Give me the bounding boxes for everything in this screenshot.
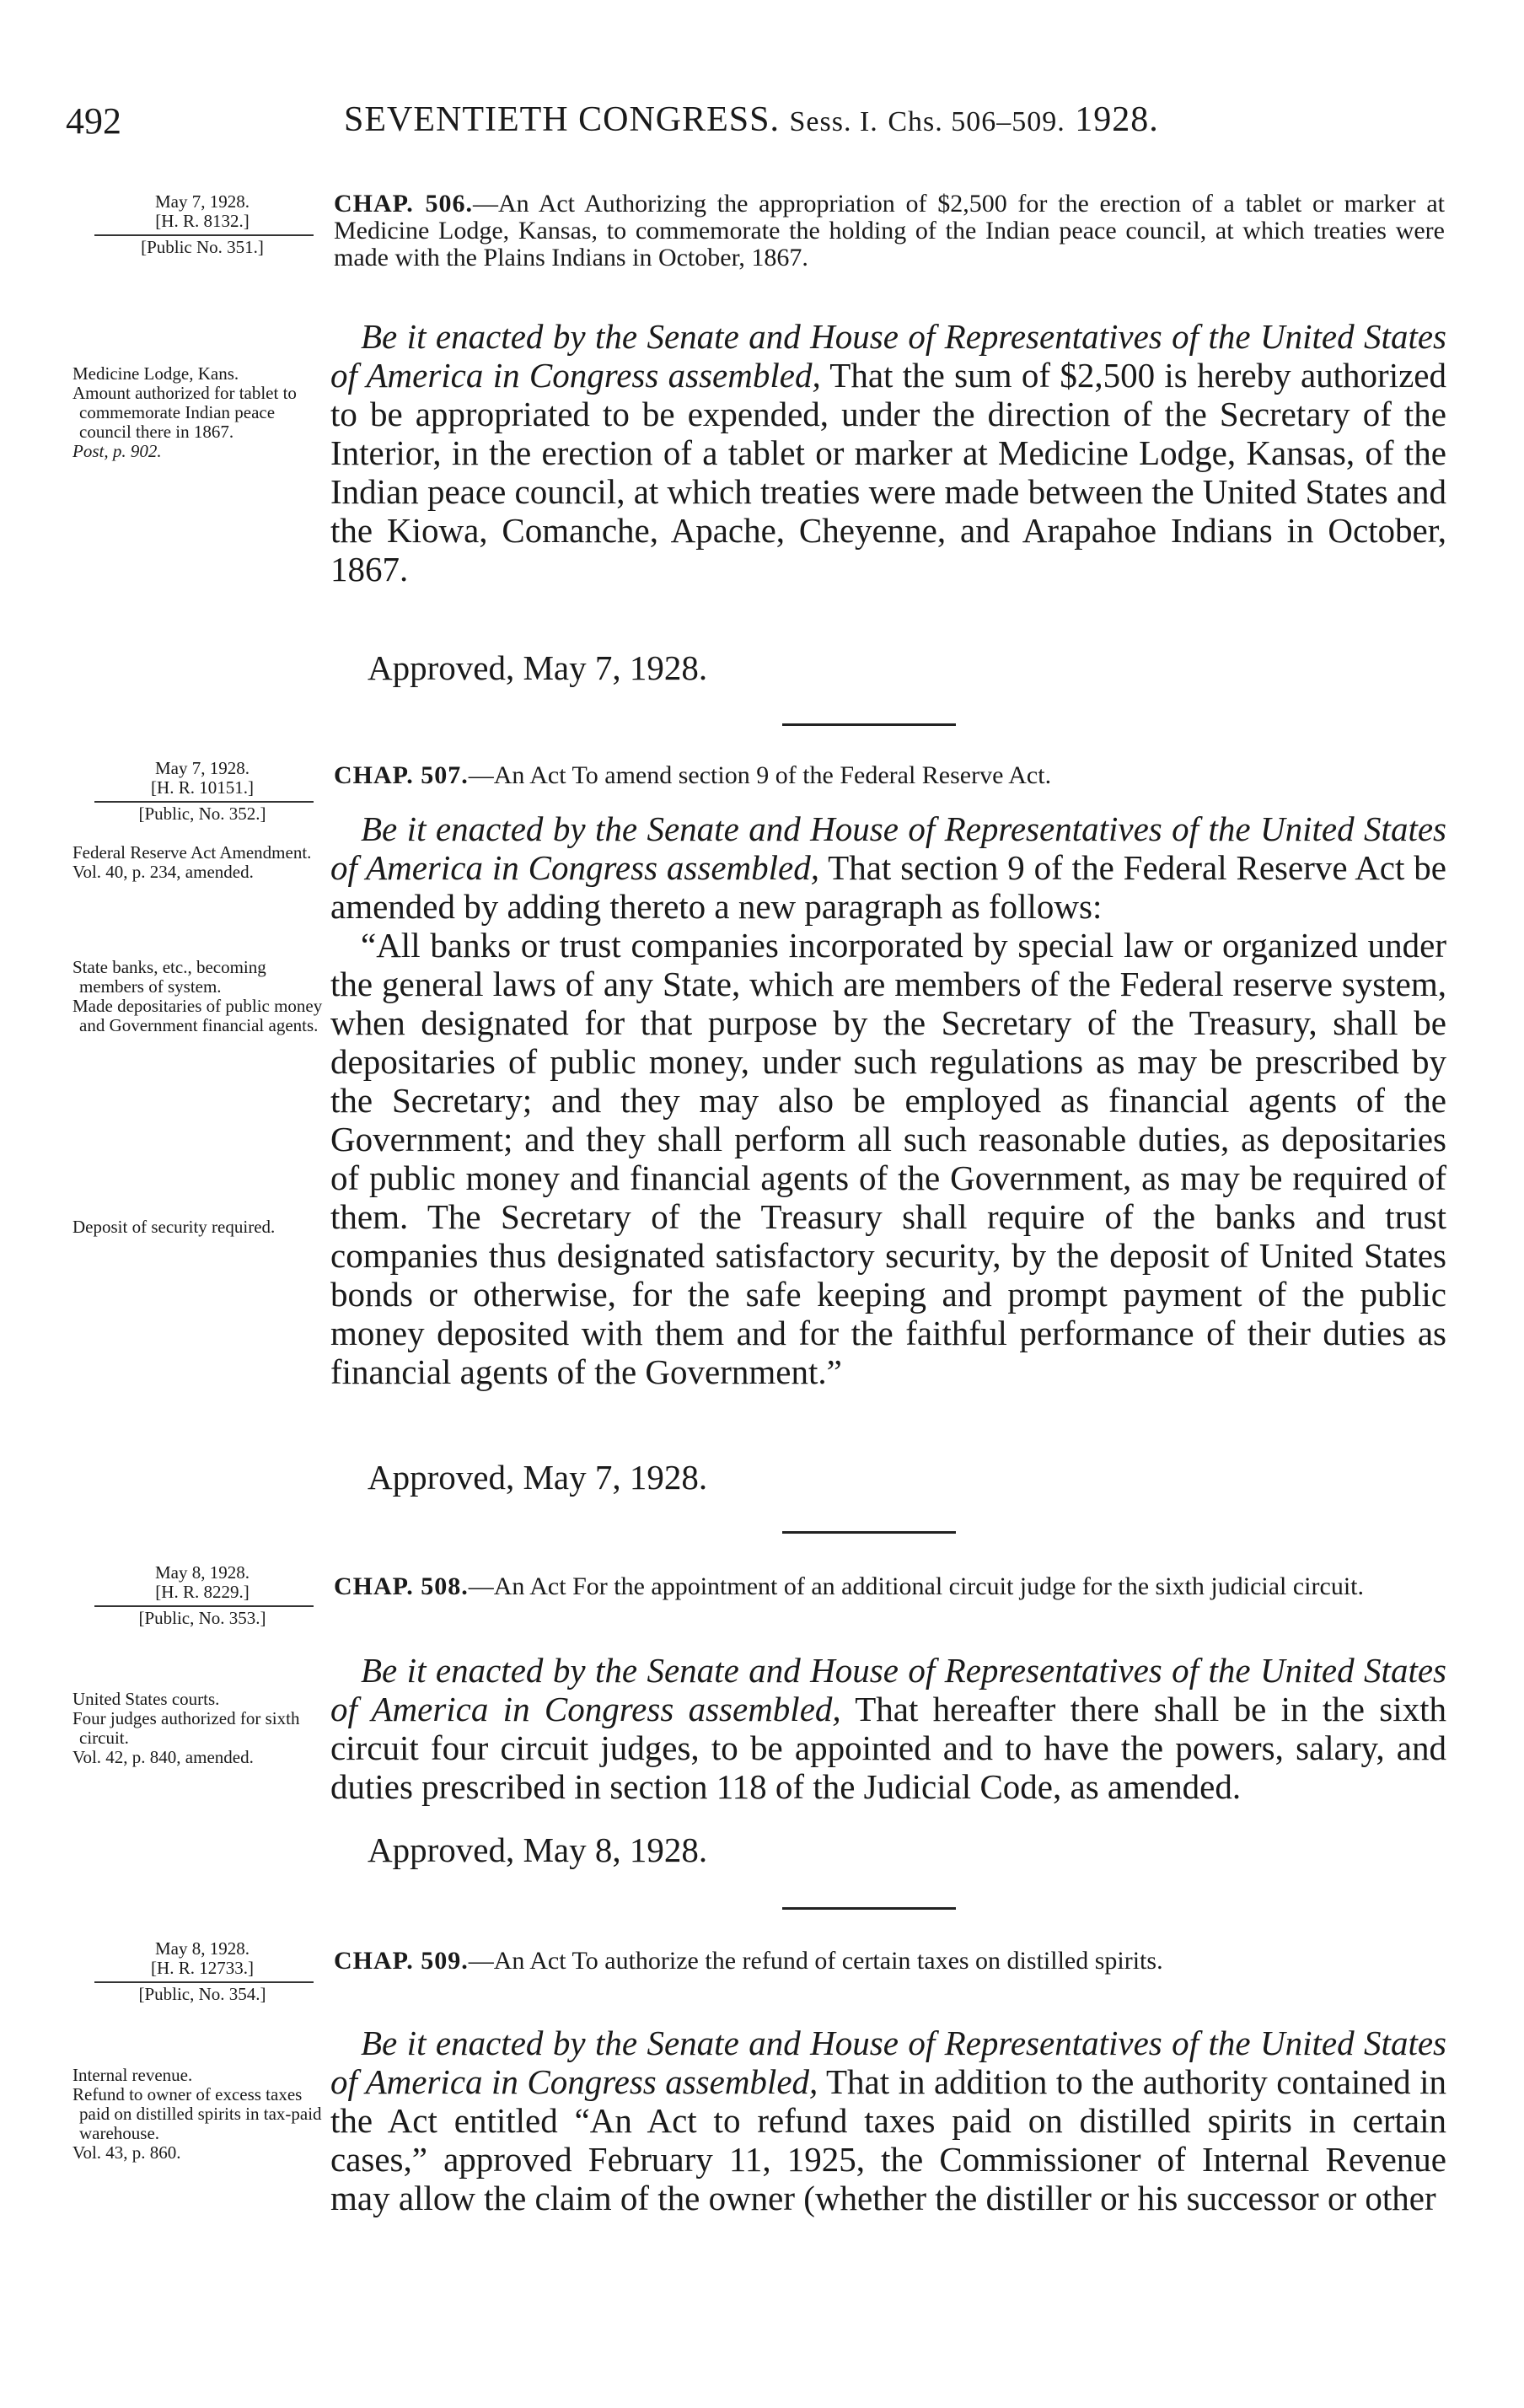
margin-citation-506 [84, 192, 320, 257]
section-divider [782, 1531, 956, 1534]
margin-date: May 8, 1928. [155, 1562, 250, 1583]
margin-bill: [H. R. 8229.] [155, 1582, 250, 1602]
margin-citation-508 [84, 1563, 320, 1628]
approved-line-508: Approved, May 8, 1928. [368, 1830, 708, 1869]
running-head-chapters: Chs. 506–509. [888, 106, 1065, 137]
enacting-clause: Be it enacted by the Senate and House of Representatives of the United States of America in Congress assembled, [330, 2024, 1446, 2101]
running-head-year: 1928. [1075, 100, 1159, 139]
margin-note: Vol. 40, p. 234, amended. [72, 862, 254, 882]
running-head-main: SEVENTIETH CONGRESS. [344, 100, 781, 139]
chapter-body-506 [330, 317, 1446, 589]
margin-rule [94, 1981, 314, 1983]
margin-public-law: [Public, No. 354.] [138, 1984, 266, 2004]
margin-notes-507c [72, 1217, 325, 1237]
enacting-clause: Be it enacted by the Senate and House of Representatives of the United States of America in Congress assembled, [330, 317, 1446, 395]
margin-date: May 8, 1928. [155, 1938, 250, 1959]
enacting-clause: Be it enacted by the Senate and House of Representatives of the United States of America in Congress assembled, [330, 1651, 1446, 1728]
margin-citation-507 [84, 759, 320, 824]
approved-line-506: Approved, May 7, 1928. [368, 648, 708, 687]
margin-rule [94, 234, 314, 236]
chapter-text: That in addition to the authority contained in the Act entitled “An Act to refund taxes paid on distilled spirits in certain cases,” approved February 11, 1925, the Commissioner of Internal Revenue may allow the claim of the owner (whether the distiller or his successor or other [330, 2062, 1446, 2217]
margin-note: Made depositaries of public money and Government financial agents. [72, 996, 323, 1035]
margin-public-law: [Public No. 351.] [141, 237, 264, 257]
chapter-text: That section 9 of the Federal Reserve Act be amended by adding thereto a new paragraph as follows: [330, 848, 1446, 926]
margin-note: Deposit of security required. [72, 1217, 276, 1237]
chapter-label: CHAP. 509. [334, 1947, 469, 1975]
margin-notes-506 [72, 364, 325, 461]
margin-note: Vol. 43, p. 860. [72, 2142, 181, 2163]
chapter-title-508 [334, 1573, 1445, 1600]
page-number: 492 [66, 100, 121, 142]
margin-note: Federal Reserve Act Amendment. [72, 842, 312, 863]
margin-notes-508 [72, 1690, 325, 1767]
chapter-body-508 [330, 1651, 1446, 1806]
margin-bill: [H. R. 12733.] [151, 1958, 254, 1978]
margin-notes-507b [72, 958, 325, 1035]
running-head [344, 99, 1159, 140]
margin-note: Internal revenue. [72, 2065, 193, 2085]
chapter-act-title: —An Act To authorize the refund of certain taxes on distilled spirits. [468, 1947, 1163, 1975]
quoted-paragraph: “All banks or trust companies incorporated by special law or organized under the general laws of any State, which are members of the Federal reserve system, when designated for that purpose by the Secretary of the Treasury, shall be depositaries of public money, under such regulations as may be prescribed by the Secretary; and they may also be employed as financial agents of the Government; and they shall perform all such reasonable duties, as depositaries of public money and financial agents of the Government, as may be required of them. The Secretary of the Treasury shall require of the banks and trust companies thus designated satisfactory security, by the deposit of United States bonds or otherwise, for the safe keeping and prompt payment of the public money deposited with them and for the faithful performance of their duties as financial agents of the Government.” [330, 926, 1446, 1391]
chapter-body-509 [330, 2024, 1446, 2217]
margin-note: Medicine Lodge, Kans. [72, 363, 239, 384]
enacting-clause: Be it enacted by the Senate and House of Representatives of the United States of America in Congress assembled, [330, 809, 1446, 887]
margin-notes-509 [72, 2066, 325, 2163]
margin-date: May 7, 1928. [155, 191, 250, 212]
margin-note: Four judges authorized for sixth circuit. [72, 1708, 300, 1748]
chapter-title-507 [334, 762, 1445, 789]
margin-rule [94, 801, 314, 803]
chapter-label: CHAP. 506. [334, 190, 473, 218]
margin-note: State banks, etc., becoming members of system. [72, 957, 266, 997]
margin-date: May 7, 1928. [155, 758, 250, 778]
margin-note: Amount authorized for tablet to commemorate Indian peace council there in 1867. [72, 383, 297, 442]
margin-citation-509 [84, 1939, 320, 2004]
margin-notes-507a [72, 843, 325, 882]
margin-public-law: [Public, No. 352.] [138, 804, 266, 824]
margin-note: Refund to owner of excess taxes paid on distilled spirits in tax-paid warehouse. [72, 2084, 322, 2143]
section-divider [782, 723, 956, 726]
margin-bill: [H. R. 10151.] [151, 777, 254, 798]
page-header [66, 99, 1448, 150]
approved-line-507: Approved, May 7, 1928. [368, 1458, 708, 1497]
chapter-title-506 [334, 191, 1445, 271]
margin-note: Post, p. 902. [72, 441, 162, 461]
chapter-label: CHAP. 508. [334, 1572, 469, 1600]
margin-public-law: [Public, No. 353.] [138, 1608, 266, 1628]
margin-note: United States courts. [72, 1689, 220, 1709]
margin-note: Vol. 42, p. 840, amended. [72, 1747, 254, 1767]
chapter-act-title: —An Act For the appointment of an additional circuit judge for the sixth judicial circuit. [468, 1572, 1364, 1600]
chapter-text: That the sum of $2,500 is hereby authorized to be appropriated to be expended, under the direction of the Secretary of the Interior, in the erection of a tablet or marker at Medicine Lodge, Kansas, of the Indian peace council, at which treaties were made between the United States and the Kiowa, Comanche, Apache, Cheyenne, and Arapahoe Indians in October, 1867. [330, 356, 1446, 589]
margin-bill: [H. R. 8132.] [155, 211, 250, 231]
chapter-act-title: —An Act To amend section 9 of the Federal Reserve Act. [468, 761, 1052, 789]
chapter-body-507 [330, 809, 1446, 1391]
running-head-session: Sess. I. [789, 106, 878, 137]
chapter-text: That hereafter there shall be in the sixth circuit four circuit judges, to be appointed and to have the powers, salary, and duties prescribed in section 118 of the Judicial Code, as amended. [330, 1690, 1446, 1806]
chapter-title-509 [334, 1948, 1445, 1975]
chapter-label: CHAP. 507. [334, 761, 469, 789]
section-divider [782, 1907, 956, 1910]
margin-rule [94, 1605, 314, 1607]
chapter-act-title: —An Act Authorizing the appropriation of $2,500 for the erection of a tablet or marker at Medicine Lodge, Kansas, to commemorate the holding of the Indian peace council, at which treaties were made with the Plains Indians in October, 1867. [334, 190, 1445, 271]
